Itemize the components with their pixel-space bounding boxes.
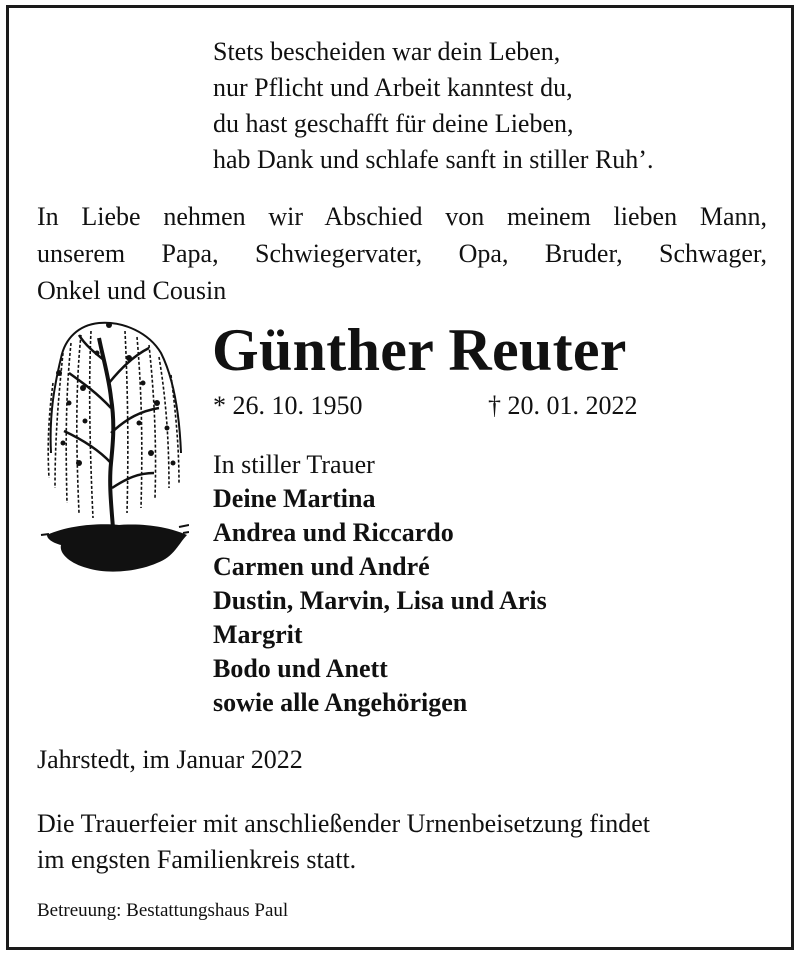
verse-line: nur Pflicht und Arbeit kanntest du,: [213, 73, 573, 102]
verse-line: Stets bescheiden war dein Leben,: [213, 37, 561, 66]
intro-line: In Liebe nehmen wir Abschied von meinem lieben Mann,: [37, 202, 767, 231]
birth-date: * 26. 10. 1950: [213, 391, 363, 420]
mourner-name: sowie alle Angehörigen: [213, 688, 468, 717]
mourners-list: [213, 448, 547, 720]
funeral-home-credit: Betreuung: Bestattungshaus Paul: [37, 900, 289, 921]
verse-line: du hast geschafft für deine Lieben,: [213, 109, 574, 138]
mourner-name: Carmen und André: [213, 552, 430, 581]
memorial-verse: [213, 34, 653, 178]
farewell-intro: [37, 198, 767, 309]
mourner-name: Bodo und Anett: [213, 654, 388, 683]
mourner-name: Deine Martina: [213, 484, 376, 513]
verse-line: hab Dank und schlafe sanft in stiller Ruh’.: [213, 145, 654, 174]
service-line: Die Trauerfeier mit anschließender Urnenbeisetzung findet: [37, 809, 650, 838]
death-date: † 20. 01. 2022: [488, 391, 638, 420]
place-date: Jahrstedt, im Januar 2022: [37, 745, 303, 774]
mourner-name: Dustin, Marvin, Lisa und Aris: [213, 586, 547, 615]
service-notice: [37, 806, 777, 878]
service-line: im engsten Familienkreis statt.: [37, 845, 357, 874]
mourner-name: Margrit: [213, 620, 303, 649]
mourners-heading: In stiller Trauer: [213, 450, 375, 479]
weeping-willow-icon: [39, 313, 189, 578]
intro-line: unserem Papa, Schwiegervater, Opa, Bruder, Schwager,: [37, 239, 767, 268]
deceased-name: Günther Reuter: [212, 317, 627, 383]
obituary-frame: [6, 5, 794, 950]
intro-line: Onkel und Cousin: [37, 276, 227, 305]
mourner-name: Andrea und Riccardo: [213, 518, 454, 547]
